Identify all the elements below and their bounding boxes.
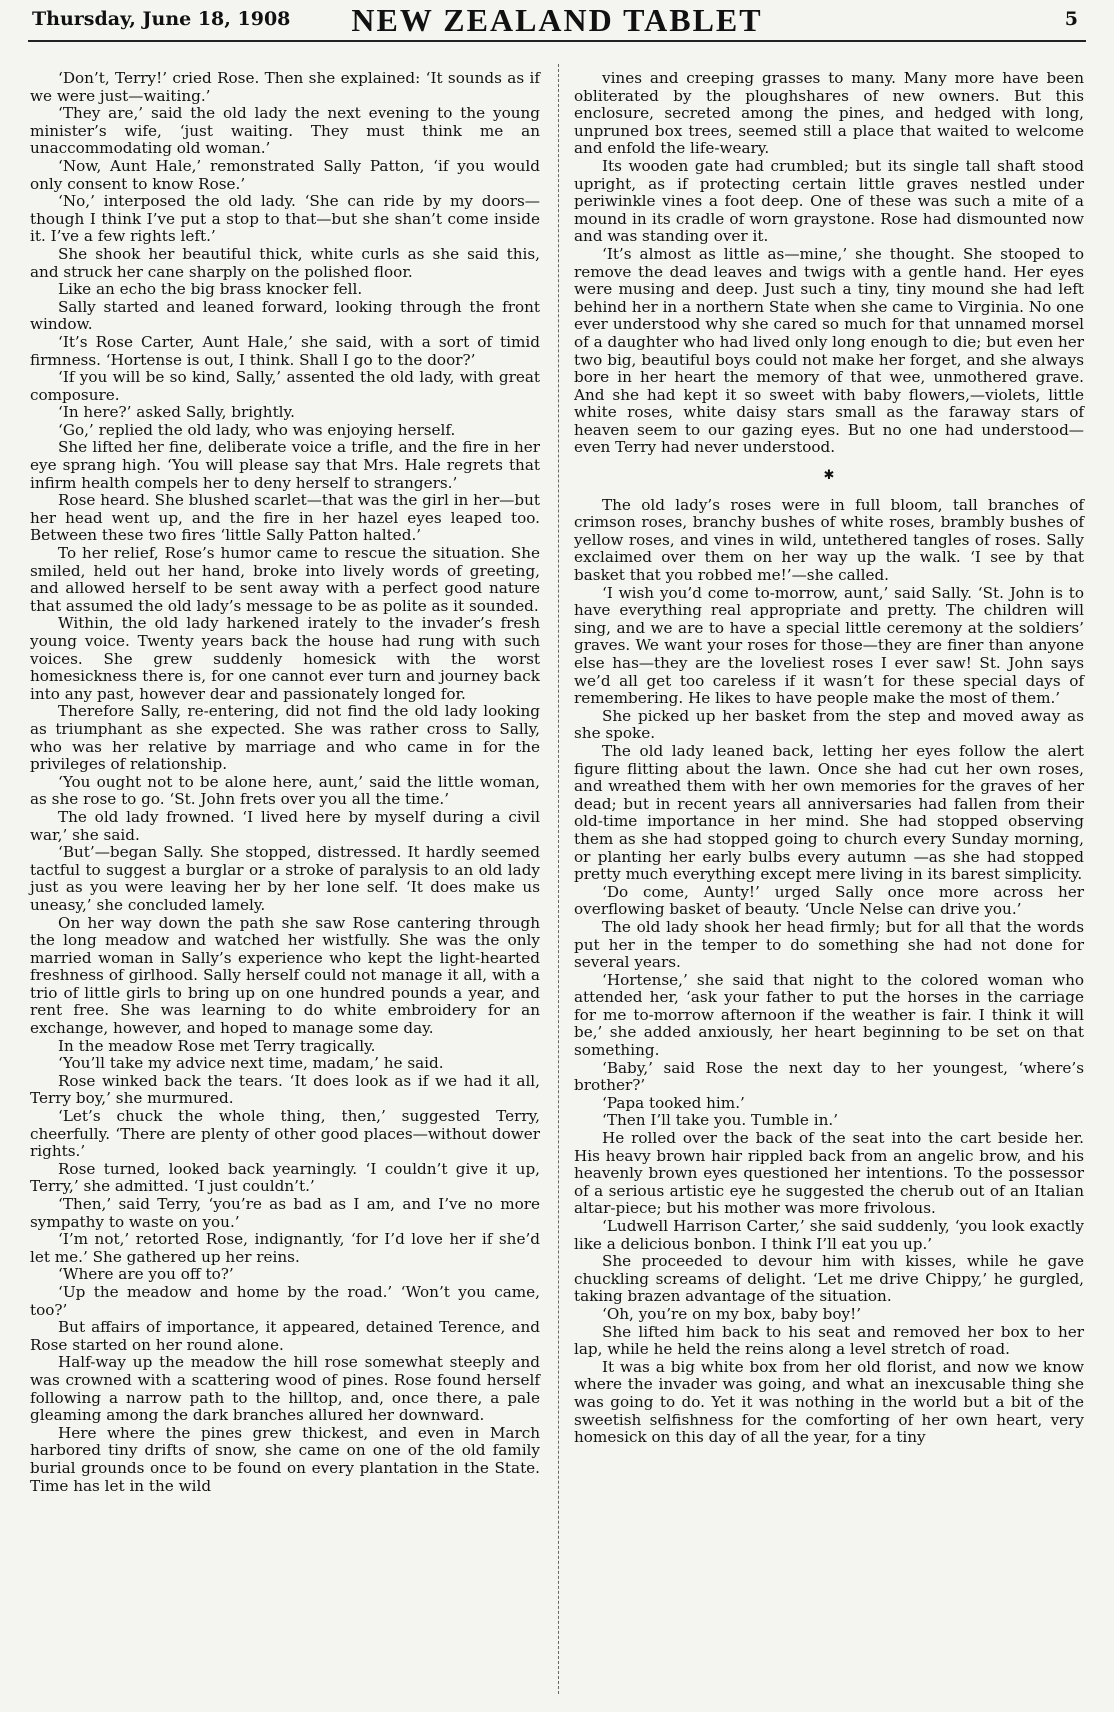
article-paragraph: ‘You’ll take my advice next time, madam,’ he said. bbox=[58, 1054, 444, 1073]
article-paragraph: ‘It’s almost as little as—mine,’ she thought. She stooped to remove the dead leaves and twigs with a gentle hand. Her eyes were musing and deep. Just such a tiny, tiny mound she had left behind her in a northern State when she came to Virginia. No one ever understood why she cared so much for that unnamed morsel of a daughter who had lived only long enough to die; but even her two big, beautiful boys could not make her forget, and she always bore in her heart the memory of that wee, unmothered grave. And she had kept it so sweet with baby flowers,—violets, little white roses, white daisy stars small as the faraway stars of heaven seem to our gazing eyes. But no one had understood—even Terry had never understood. bbox=[574, 244, 1084, 457]
article-paragraph: He rolled over the back of the seat into the cart beside her. His heavy brown hair rippled back from an angelic brow, and his heavenly brown eyes questioned her intentions. To the possessor of a serious artistic eye he suggested the cherub out of an Italian altar-piece; but his mother was more frivolous. bbox=[574, 1129, 1084, 1218]
article-paragraph: ‘Hortense,’ she said that night to the colored woman who attended her, ‘ask your father to put the horses in the carriage for me to-morrow afternoon if the weather is fair. I think it will be,’ she added anxiously, her heart beginning to be set on that something. bbox=[574, 970, 1084, 1060]
article-paragraph: vines and creeping grasses to many. Many more have been obliterated by the ploughshares of new owners. But this enclosure, secreted among the pines, and hedged with long, unpruned box trees, seemed still a place that waited to welcome and enfold the life-weary. bbox=[574, 69, 1084, 158]
article-paragraph: ‘Where are you off to?’ bbox=[58, 1265, 234, 1284]
column-rule bbox=[558, 64, 559, 1694]
article-paragraph: ‘Baby,’ said Rose the next day to her youngest, ‘where’s brother?’ bbox=[574, 1058, 1084, 1095]
issue-date: Thursday, June 18, 1908 bbox=[32, 8, 291, 30]
article-paragraph: ‘Ludwell Harrison Carter,’ she said suddenly, ‘you look exactly like a delicious bonbon. I think I’ll eat you up.’ bbox=[574, 1217, 1084, 1253]
article-paragraph: She proceeded to devour him with kisses, while he gave chuckling screams of delight. ‘Let me drive Chippy,’ he gurgled, taking brazen advantage of the situation. bbox=[574, 1252, 1084, 1306]
article-paragraph: ‘Go,’ replied the old lady, who was enjoying herself. bbox=[58, 420, 456, 439]
article-paragraph: On her way down the path she saw Rose cantering through the long meadow and watched her wistfully. She was the only married woman in Sally’s experience who kept the light-hearted freshness of girlhood. Sally herself could not manage it all, with a trio of little girls to bring up on one hundred pounds a year, and rent free. She was learning to do white embroidery for an exchange, however, and hoped to manage some day. bbox=[30, 913, 540, 1038]
article-paragraph: ‘I wish you’d come to-morrow, aunt,’ said Sally. ‘St. John is to have everything real appropriate and pretty. The children will sing, and we are to have a special little ceremony at the soldiers’ graves. We want your roses for those—they are finer than anyone else has—they are the loveliest roses I ever saw! St. John says we’d all get too careless if it wasn’t for these special days of remembering. He likes to have people make the most of them.’ bbox=[574, 583, 1084, 708]
article-paragraph: ‘Papa tooked him.’ bbox=[602, 1093, 745, 1112]
right-column-top-section bbox=[574, 70, 1084, 457]
article-paragraph: ‘Then I’ll take you. Tumble in.’ bbox=[602, 1111, 839, 1130]
masthead bbox=[28, 0, 1086, 42]
article-paragraph: Here where the pines grew thickest, and even in March harbored tiny drifts of snow, she came on one of the old family burial grounds once to be found on every plantation in the State. Time has let in the wild bbox=[30, 1423, 540, 1495]
article-paragraph: ‘Do come, Aunty!’ urged Sally once more across her overflowing basket of beauty. ‘Uncle Nelse can drive you.’ bbox=[574, 882, 1084, 919]
right-column bbox=[574, 70, 1084, 1447]
section-divider: ✱ bbox=[823, 468, 835, 484]
article-paragraph: Sally started and leaned forward, looking through the front window. bbox=[30, 297, 540, 334]
article-paragraph: ‘Oh, you’re on my box, baby boy!’ bbox=[602, 1304, 862, 1323]
page-number: 5 bbox=[1064, 8, 1078, 30]
article-paragraph: The old lady shook her head firmly; but for all that the words put her in the temper to do something she had not done for several years. bbox=[574, 917, 1084, 972]
article-paragraph: Rose heard. She blushed scarlet—that was the girl in her—but her head went up, and the fire in her hazel eyes leaped too. Between these two fires ‘little Sally Patton halted.’ bbox=[30, 491, 540, 545]
article-paragraph: ‘Now, Aunt Hale,’ remonstrated Sally Patton, ‘if you would only consent to know Rose.’ bbox=[30, 156, 540, 193]
article-paragraph: She lifted him back to his seat and removed her box to her lap, while he held the reins along a level stretch of road. bbox=[574, 1322, 1084, 1359]
article-paragraph: The old lady frowned. ‘I lived here by myself during a civil war,’ she said. bbox=[30, 807, 540, 844]
article-paragraph: Rose turned, looked back yearningly. ‘I couldn’t give it up, Terry,’ she admitted. ‘I just couldn’t.’ bbox=[30, 1159, 540, 1196]
article-paragraph: ‘You ought not to be alone here, aunt,’ said the little woman, as she rose to go. ‘St. John frets over you all the time.’ bbox=[30, 772, 540, 809]
article-paragraph: ‘No,’ interposed the old lady. ‘She can ride by my doors—though I think I’ve put a stop to that—but she shan’t come inside it. I’ve a few rights left.’ bbox=[30, 192, 540, 246]
article-paragraph: ‘In here?’ asked Sally, brightly. bbox=[58, 403, 295, 422]
article-paragraph: ‘I’m not,’ retorted Rose, indignantly, ‘for I’d love her if she’d let me.’ She gathered up her reins. bbox=[30, 1230, 540, 1266]
article-paragraph: Therefore Sally, re-entering, did not find the old lady looking as triumphant as she expected. She was rather cross to Sally, who was her relative by marriage and who came in for the privileges of relationship. bbox=[30, 702, 540, 774]
article-paragraph: Half-way up the meadow the hill rose somewhat steeply and was crowned with a scattering wood of pines. Rose found herself following a narrow path to the hilltop, and, once there, a pale gleaming among the dark branches allured her downward. bbox=[30, 1353, 540, 1425]
newspaper-title: NEW ZEALAND TABLET bbox=[351, 2, 763, 38]
article-paragraph: But affairs of importance, it appeared, detained Terence, and Rose started on her round alone. bbox=[30, 1318, 540, 1354]
article-paragraph: ‘It’s Rose Carter, Aunt Hale,’ she said, with a sort of timid firmness. ‘Hortense is out, I think. Shall I go to the door?’ bbox=[30, 332, 540, 369]
article-paragraph: ‘Up the meadow and home by the road.’ ‘Won’t you came, too?’ bbox=[30, 1282, 540, 1319]
article-paragraph: Like an echo the big brass knocker fell. bbox=[58, 280, 363, 299]
article-paragraph: She shook her beautiful thick, white curls as she said this, and struck her cane sharply on the polished floor. bbox=[30, 244, 540, 281]
article-paragraph: She lifted her fine, deliberate voice a trifle, and the fire in her eye sprang high. ‘You will please say that Mrs. Hale regrets that infirm health compels her to deny herself to strangers.’ bbox=[30, 438, 540, 492]
article-paragraph: ‘Then,’ said Terry, ‘you’re as bad as I am, and I’ve no more sympathy to waste on you.’ bbox=[30, 1195, 540, 1231]
article-paragraph: It was a big white box from her old florist, and now we know where the invader was going, and what an inexcusable thing she was going to do. Yet it was nothing in the world but a bit of the sweetish selfishness for the comforting of her own heart, very homesick on this day of all the year, for a tiny bbox=[574, 1357, 1084, 1447]
article-paragraph: The old lady’s roses were in full bloom, tall branches of crimson roses, branchy bushes of white roses, brambly bushes of yellow roses, and vines in wild, untethered tangles of roses. Sally exclaimed over them on her way up the walk. ‘I see by that basket that you robbed me!’—she called. bbox=[574, 495, 1084, 585]
article-paragraph: In the meadow Rose met Terry tragically. bbox=[58, 1036, 376, 1055]
article-paragraph: The old lady leaned back, letting her eyes follow the alert figure flitting about the lawn. Once she had cut her own roses, and wreathed them with her own memories for the graves of her dead; but in recent years all anniversaries had fallen from their old-time importance in her mind. She had stopped observing them as she had stopped going to church every Sunday morning, or planting her early bulbs every autumn —as she had stopped pretty much everything except mere living in its barest simplicity. bbox=[574, 741, 1084, 884]
article-paragraph: ‘Let’s chuck the whole thing, then,’ suggested Terry, cheerfully. ‘There are plenty of other good places—without dower rights.’ bbox=[30, 1107, 540, 1161]
article-paragraph: ‘They are,’ said the old lady the next evening to the young minister’s wife, ‘just waiting. They must think me an unaccommodating old woman.’ bbox=[30, 104, 540, 158]
article-paragraph: ‘But’—began Sally. She stopped, distressed. It hardly seemed tactful to suggest a burglar or a stroke of paralysis to an old lady just as you were leaving her by her lone self. ‘It does make us uneasy,’ she concluded lamely. bbox=[30, 843, 540, 914]
right-column-bottom-section bbox=[574, 497, 1084, 1447]
article-paragraph: Rose winked back the tears. ‘It does look as if we had it all, Terry boy,’ she murmured. bbox=[30, 1071, 540, 1108]
article-paragraph: ‘If you will be so kind, Sally,’ assented the old lady, with great composure. bbox=[30, 368, 540, 404]
article-paragraph: ‘Don’t, Terry!’ cried Rose. Then she explained: ‘It sounds as if we were just—waiting.’ bbox=[30, 69, 540, 105]
left-column bbox=[30, 70, 540, 1495]
article-paragraph: Within, the old lady harkened irately to the invader’s fresh young voice. Twenty years back the house had rung with such voices. She grew suddenly homesick with the worst homesickness there is, for one cannot ever turn and journey back into any past, however dear and passionately longed for. bbox=[30, 614, 540, 703]
article-paragraph: Its wooden gate had crumbled; but its single tall shaft stood upright, as if protecting certain little graves nestled under periwinkle vines a foot deep. One of these was such a mite of a mound in its cradle of worn graystone. Rose had dismounted now and was standing over it. bbox=[574, 156, 1084, 246]
article-paragraph: She picked up her basket from the step and moved away as she spoke. bbox=[574, 706, 1084, 743]
article-paragraph: To her relief, Rose’s humor came to rescue the situation. She smiled, held out her hand, broke into lively words of greeting, and allowed herself to be sent away with a perfect good nature that assumed the old lady’s message to be as polite as it sounded. bbox=[30, 544, 540, 615]
